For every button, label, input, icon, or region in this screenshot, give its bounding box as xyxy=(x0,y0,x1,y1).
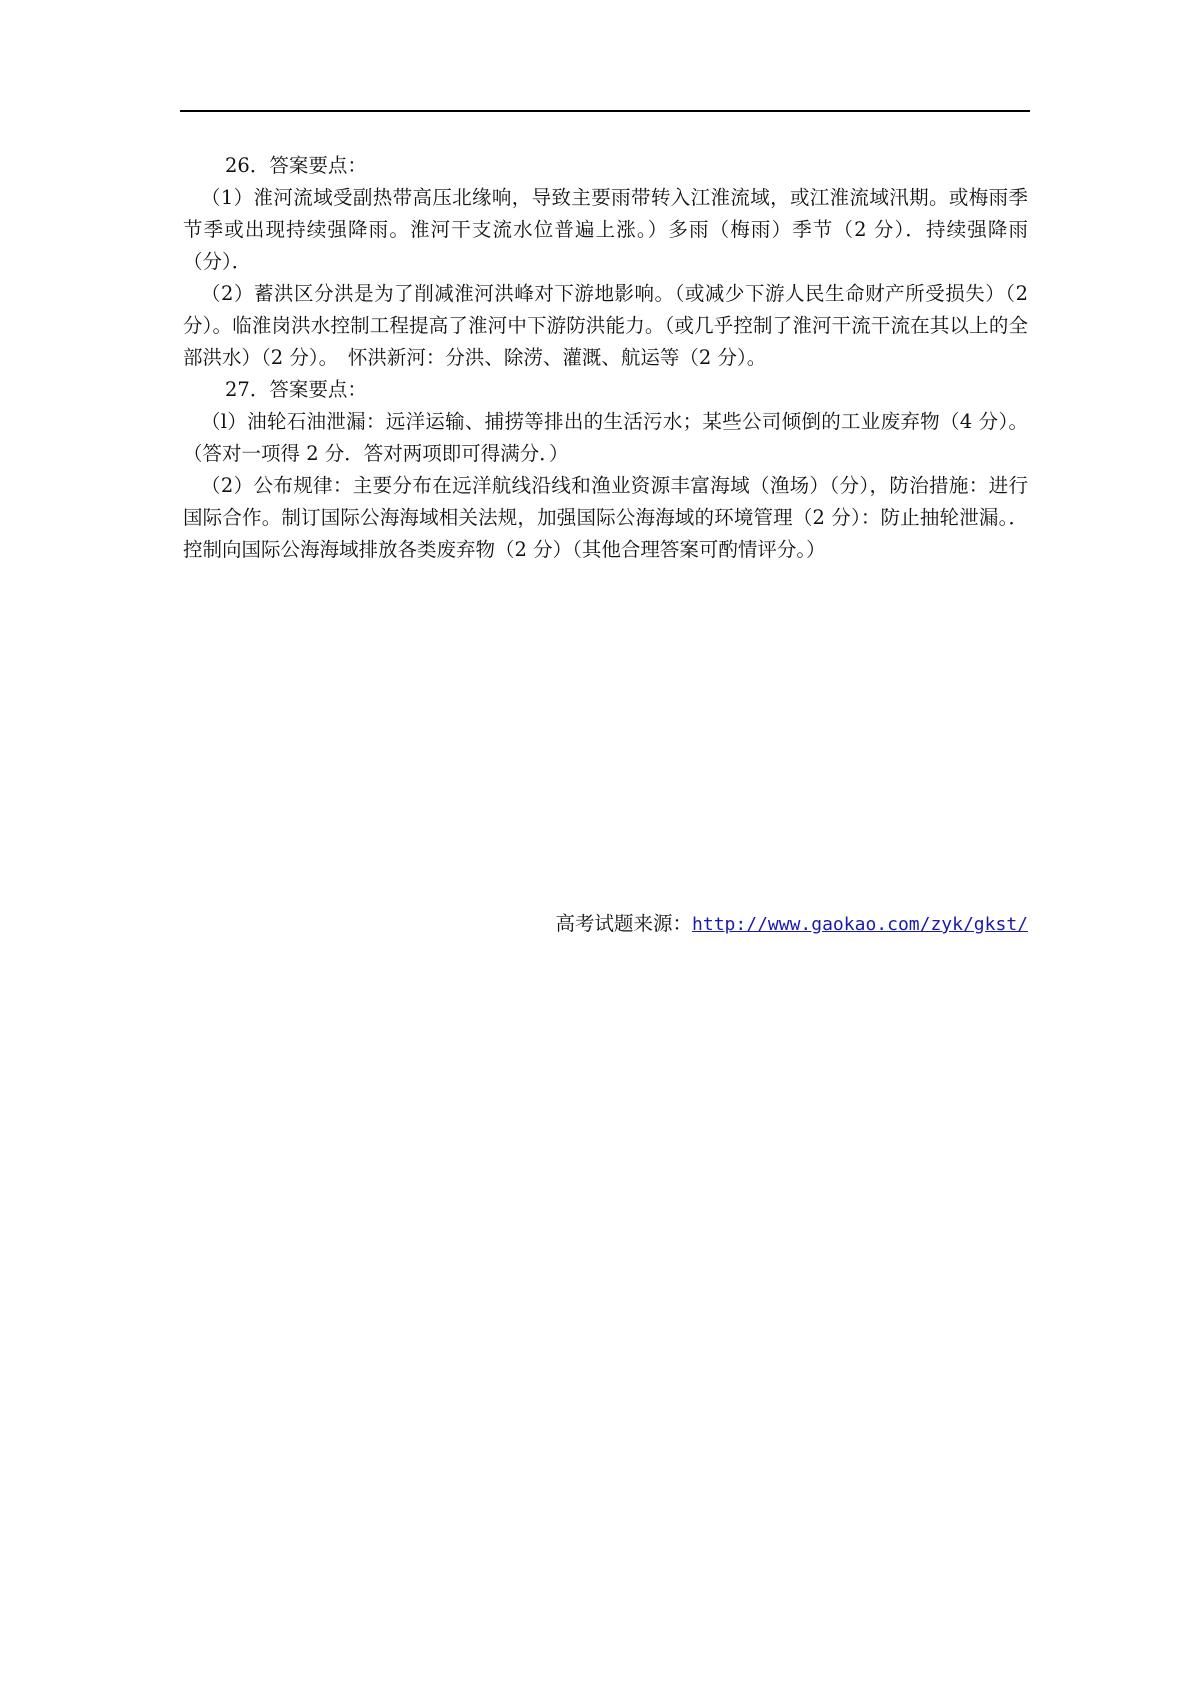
source-label: 高考试题来源： xyxy=(555,912,693,935)
q27-heading: 27．答案要点： xyxy=(225,378,367,401)
source-line xyxy=(556,908,1028,941)
q27-part2: （2）公布规律：主要分布在远洋航线沿线和渔业资源丰富海域（渔场）（分），防治措施：进行国际合作。制订国际公海海域相关法规，加强国际公海海域的环境管理（2 分）：防止抽轮泄漏。．控制向国际公海海域排放各类废弃物（2 分）（其他合理答案可酌情评分。） xyxy=(183,474,1028,561)
answer-content xyxy=(183,150,1028,566)
q26-part1: （1）淮河流域受副热带高压北缘响，导致主要雨带转入江淮流域，或江淮流域汛期。或梅雨季节季或出现持续强降雨。淮河干支流水位普遍上涨。）多雨（梅雨）季节（2 分）．持续强降雨（分）． xyxy=(183,186,1028,273)
q27-part1: （l）油轮石油泄漏：远洋运输、捕捞等排出的生活污水；某些公司倾倒的工业废弃物（4 分）。（答对一项得 2 分．答对两项即可得满分．） xyxy=(183,410,1028,465)
header-rule xyxy=(180,110,1030,112)
q26-part2: （2）蓄洪区分洪是为了削减淮河洪峰对下游地影响。（或减少下游人民生命财产所受损失）（2 分）。临淮岗洪水控制工程提高了淮河中下游防洪能力。（或几乎控制了淮河干流干流在其以上的全部洪水）（2 分）。 怀洪新河：分洪、除涝、灌溉、航运等（2 分）。 xyxy=(183,282,1028,369)
q26-heading: 26．答案要点： xyxy=(225,154,367,177)
source-link[interactable]: http://www.gaokao.com/zyk/gkst/ xyxy=(692,914,1028,935)
